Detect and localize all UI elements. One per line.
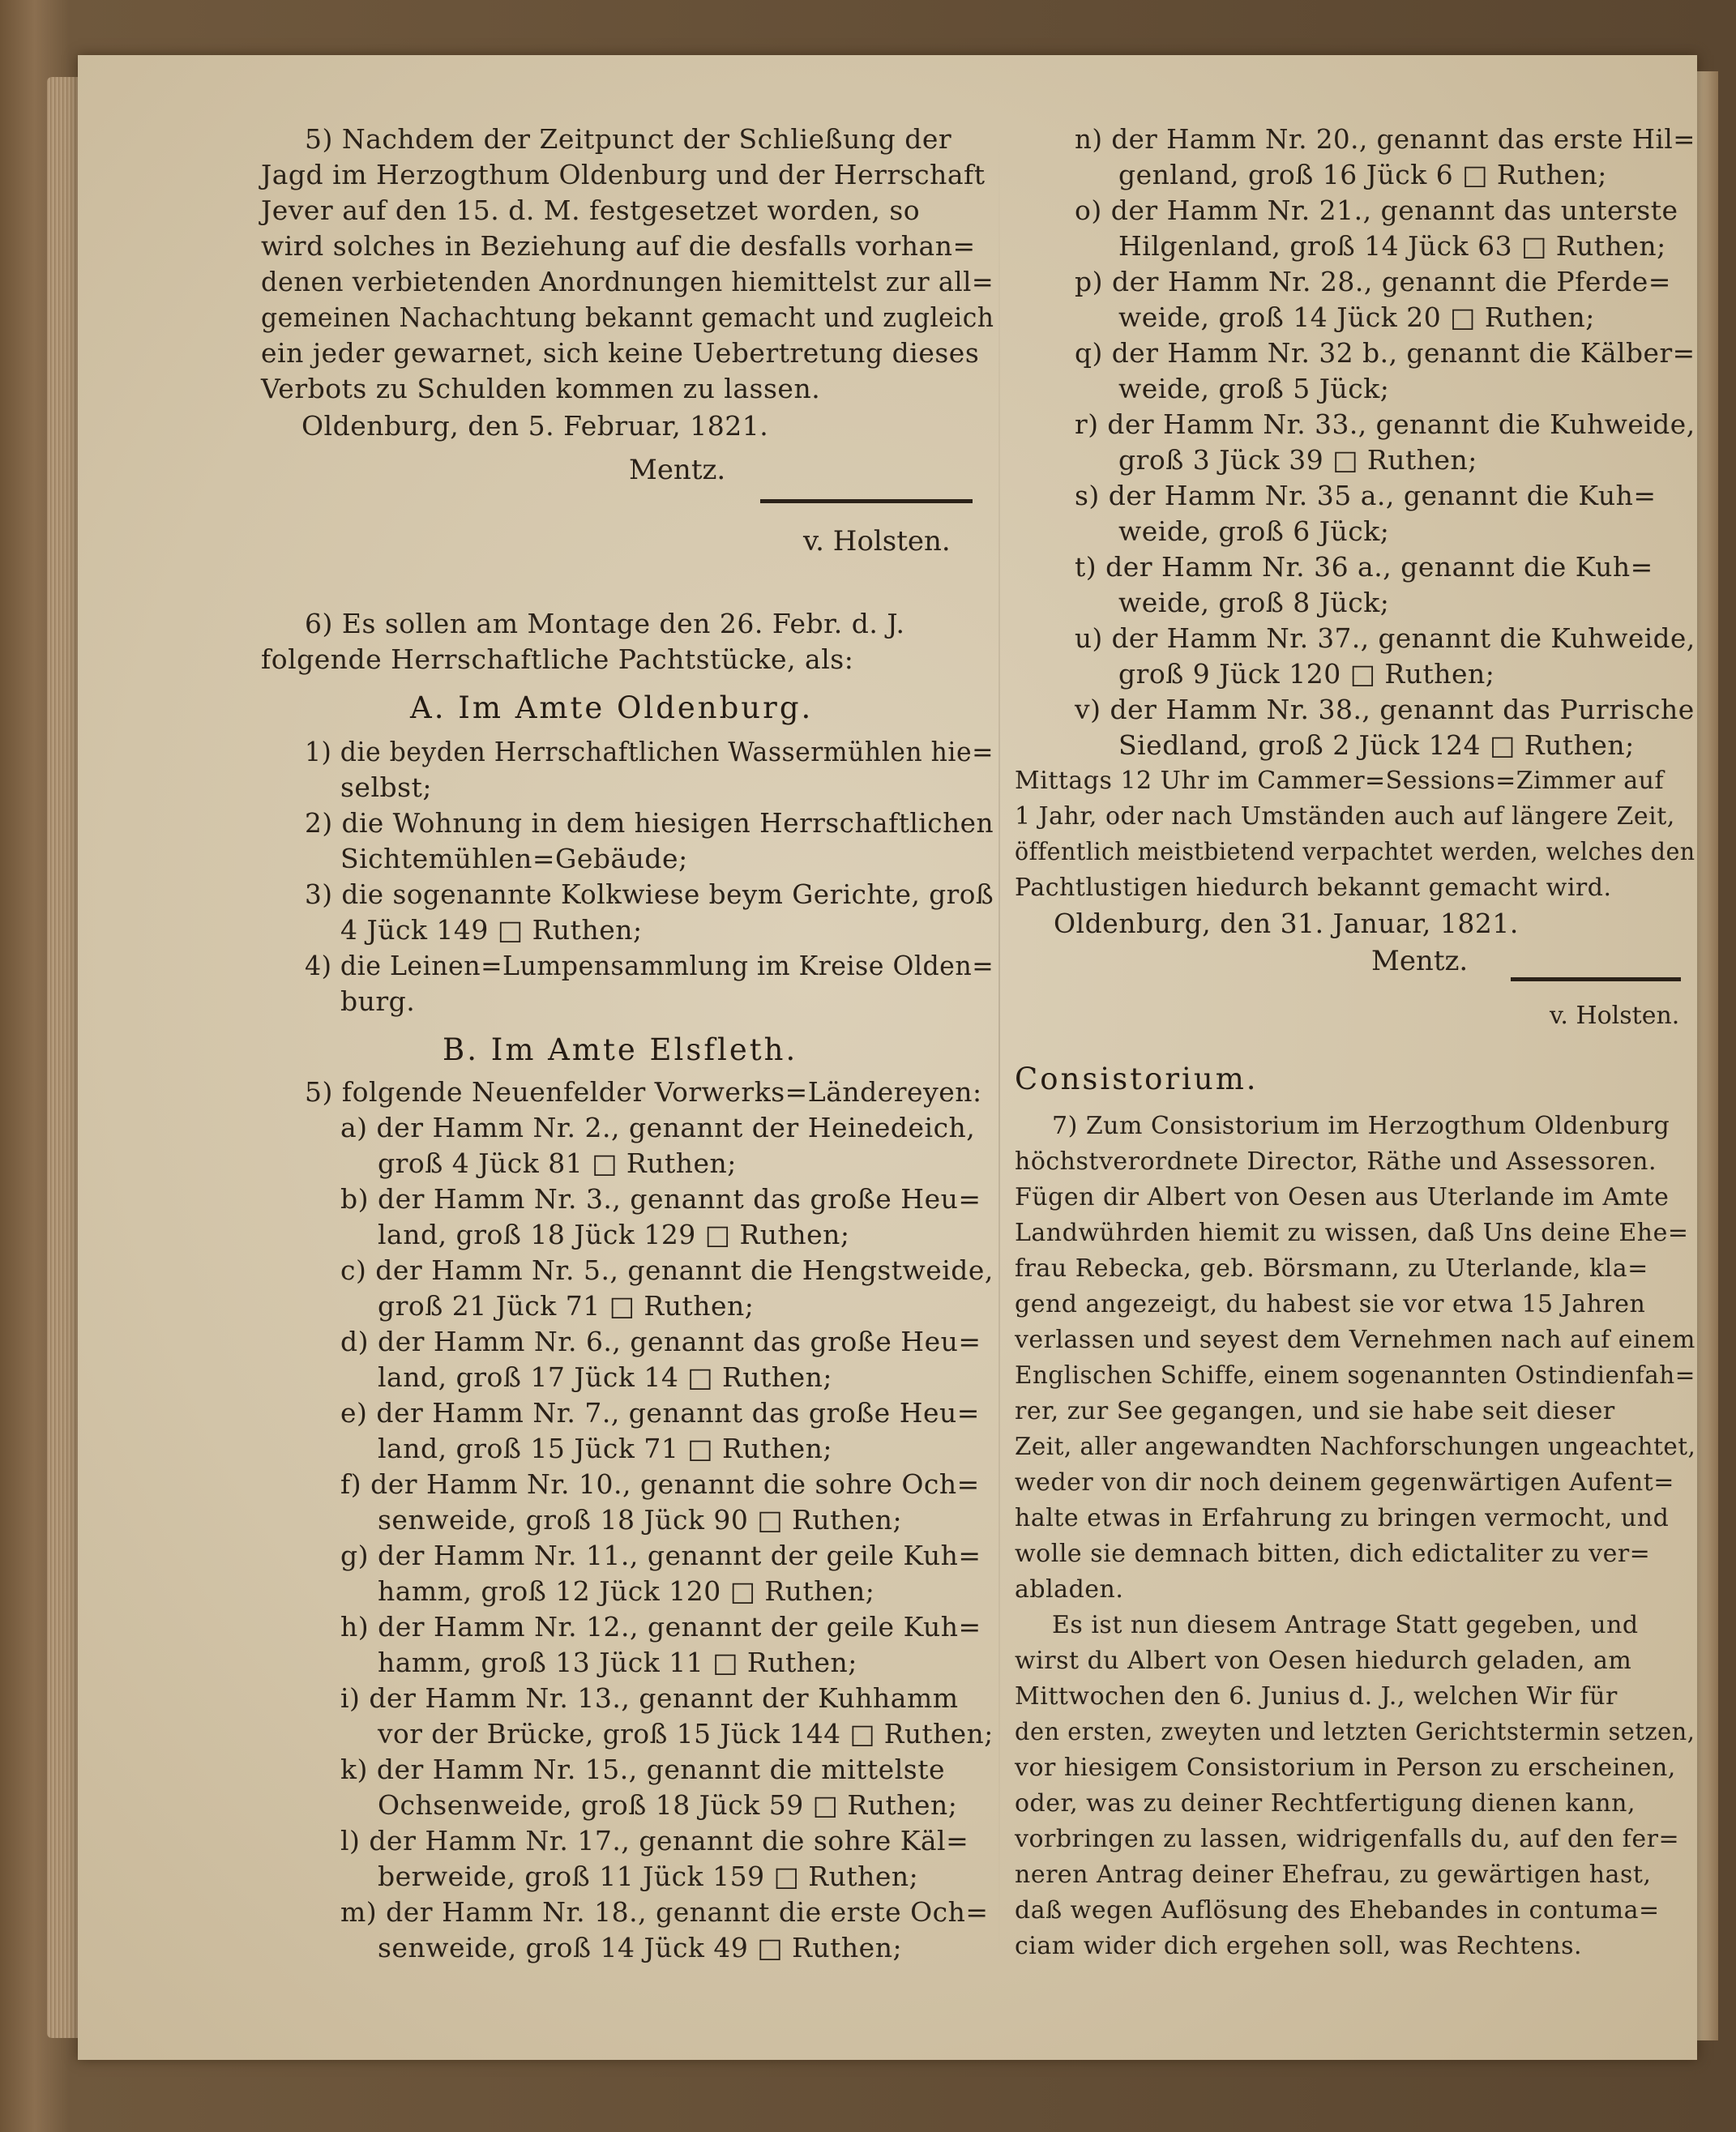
list-item: n) der Hamm Nr. 20., genannt das erste Hil= bbox=[1075, 123, 1695, 155]
text-line: wirst du Albert von Oesen hiedurch geladen, am bbox=[1015, 1647, 1632, 1675]
list-item: weide, groß 14 Jück 20 □ Ruthen; bbox=[1118, 301, 1595, 333]
list-item: q) der Hamm Nr. 32 b., genannt die Kälber= bbox=[1075, 337, 1695, 369]
text-line: Pachtlustigen hiedurch bekannt gemacht wird. bbox=[1015, 874, 1612, 902]
list-item: r) der Hamm Nr. 33., genannt die Kuhweide, bbox=[1075, 408, 1695, 440]
list-item: berweide, groß 11 Jück 159 □ Ruthen; bbox=[378, 1861, 919, 1892]
list-item: land, groß 17 Jück 14 □ Ruthen; bbox=[378, 1361, 832, 1393]
list-item: vor der Brücke, groß 15 Jück 144 □ Ruthen; bbox=[378, 1718, 994, 1750]
list-item: k) der Hamm Nr. 15., genannt die mittelste bbox=[340, 1754, 945, 1785]
list-item: o) der Hamm Nr. 21., genannt das unterste bbox=[1075, 194, 1678, 226]
text-line: denen verbietenden Anordnungen hiemittelst zur all= bbox=[261, 266, 994, 297]
subheading-amt-elsfleth: B. Im Amte Elsfleth. bbox=[443, 1032, 798, 1067]
section-heading-consistorium: Consistorium. bbox=[1015, 1062, 1259, 1096]
signature: v. Holsten. bbox=[803, 525, 951, 558]
list-item: 2) die Wohnung in dem hiesigen Herrschaftlichen bbox=[305, 807, 994, 839]
list-item: e) der Hamm Nr. 7., genannt das große Heu= bbox=[340, 1397, 980, 1429]
list-item: groß 9 Jück 120 □ Ruthen; bbox=[1118, 658, 1495, 690]
list-item: hamm, groß 12 Jück 120 □ Ruthen; bbox=[378, 1575, 875, 1607]
text-line: wolle sie demnach bitten, dich edictaliter zu ver= bbox=[1015, 1540, 1651, 1568]
list-item: 4) die Leinen=Lumpensammlung im Kreise Olden= bbox=[305, 950, 994, 981]
signature: Mentz. bbox=[1371, 945, 1469, 977]
text-line: oder, was zu deiner Rechtfertigung dienen kann, bbox=[1015, 1789, 1636, 1818]
list-item: Siedland, groß 2 Jück 124 □ Ruthen; bbox=[1118, 729, 1635, 761]
text-line: Es ist nun diesem Antrage Statt gegeben, und bbox=[1052, 1611, 1639, 1639]
list-item: Hilgenland, groß 14 Jück 63 □ Ruthen; bbox=[1118, 230, 1666, 262]
text-line: weder von dir noch deinem gegenwärtigen Aufent= bbox=[1015, 1468, 1674, 1497]
text-line: frau Rebecka, geb. Börsmann, zu Uterlande, kla= bbox=[1015, 1254, 1648, 1283]
signature: Mentz. bbox=[629, 454, 726, 486]
list-item: b) der Hamm Nr. 3., genannt das große Heu= bbox=[340, 1183, 981, 1215]
list-item: weide, groß 8 Jück; bbox=[1118, 587, 1390, 618]
list-item: l) der Hamm Nr. 17., genannt die sohre Käl= bbox=[340, 1825, 969, 1856]
text-line: Mittwochen den 6. Junius d. J., welchen Wir für bbox=[1015, 1682, 1618, 1711]
text-line: neren Antrag deiner Ehefrau, zu gewärtigen hast, bbox=[1015, 1861, 1652, 1889]
text-line: ein jeder gewarnet, sich keine Uebertretung dieses bbox=[261, 337, 980, 369]
signature: v. Holsten. bbox=[1550, 1002, 1680, 1030]
list-item: m) der Hamm Nr. 18., genannt die erste Och= bbox=[340, 1896, 989, 1928]
text-line: 1 Jahr, oder nach Umständen auch auf längere Zeit, bbox=[1015, 802, 1675, 831]
list-item: 3) die sogenannte Kolkwiese beym Gerichte, groß bbox=[305, 878, 994, 910]
list-item: weide, groß 6 Jück; bbox=[1118, 515, 1390, 547]
text-line: Jagd im Herzogthum Oldenburg und der Herrschaft bbox=[261, 159, 986, 190]
dateline: Oldenburg, den 5. Februar, 1821. bbox=[301, 410, 769, 442]
text-line: Zeit, aller angewandten Nachforschungen ungeachtet, bbox=[1015, 1433, 1696, 1461]
list-item: Sichtemühlen=Gebäude; bbox=[340, 843, 688, 874]
list-item: land, groß 18 Jück 129 □ Ruthen; bbox=[378, 1219, 850, 1250]
list-item: p) der Hamm Nr. 28., genannt die Pferde= bbox=[1075, 266, 1671, 297]
list-item: d) der Hamm Nr. 6., genannt das große Heu= bbox=[340, 1326, 981, 1357]
text-line: rer, zur See gegangen, und sie habe seit dieser bbox=[1015, 1397, 1615, 1425]
text-line: vorbringen zu lassen, widrigenfalls du, auf den fer= bbox=[1015, 1825, 1680, 1853]
separator-rule bbox=[760, 499, 973, 503]
list-item: land, groß 15 Jück 71 □ Ruthen; bbox=[378, 1433, 832, 1464]
list-item: v) der Hamm Nr. 38., genannt das Purrische bbox=[1075, 694, 1695, 725]
list-item: 1) die beyden Herrschaftlichen Wassermühlen hie= bbox=[305, 736, 994, 767]
list-item: groß 3 Jück 39 □ Ruthen; bbox=[1118, 444, 1477, 476]
list-item: a) der Hamm Nr. 2., genannt der Heinedeich, bbox=[340, 1112, 976, 1143]
text-line: 7) Zum Consistorium im Herzogthum Oldenburg bbox=[1052, 1112, 1670, 1140]
list-item: c) der Hamm Nr. 5., genannt die Hengstweide, bbox=[340, 1254, 994, 1286]
column-gutter bbox=[998, 122, 1000, 1969]
list-item: burg. bbox=[340, 985, 416, 1017]
list-item: groß 21 Jück 71 □ Ruthen; bbox=[378, 1290, 755, 1322]
list-item: groß 4 Jück 81 □ Ruthen; bbox=[378, 1147, 737, 1179]
list-item: i) der Hamm Nr. 13., genannt der Kuhhamm bbox=[340, 1682, 959, 1714]
text-line: 6) Es sollen am Montage den 26. Febr. d. J. bbox=[305, 608, 905, 639]
text-line: Fügen dir Albert von Oesen aus Uterlande im Amte bbox=[1015, 1183, 1670, 1211]
text-line: den ersten, zweyten und letzten Gerichtstermin setzen, bbox=[1015, 1718, 1695, 1746]
text-line: Landwührden hiemit zu wissen, daß Uns deine Ehe= bbox=[1015, 1219, 1689, 1247]
list-item: g) der Hamm Nr. 11., genannt der geile Kuh= bbox=[340, 1540, 981, 1571]
list-item: hamm, groß 13 Jück 11 □ Ruthen; bbox=[378, 1647, 857, 1678]
text-line: höchstverordnete Director, Räthe und Assessoren. bbox=[1015, 1147, 1657, 1176]
list-item: weide, groß 5 Jück; bbox=[1118, 373, 1390, 404]
text-line: Jever auf den 15. d. M. festgesetzet worden, so bbox=[261, 194, 921, 226]
text-line: ciam wider dich ergehen soll, was Rechtens. bbox=[1015, 1932, 1583, 1960]
list-item: 5) folgende Neuenfelder Vorwerks=Ländereyen: bbox=[305, 1076, 982, 1108]
text-line: Englischen Schiffe, einem sogenannten Ostindienfah= bbox=[1015, 1361, 1695, 1390]
text-line: vor hiesigem Consistorium in Person zu erscheinen, bbox=[1015, 1754, 1676, 1782]
text-line: daß wegen Auflösung des Ehebandes in contuma= bbox=[1015, 1896, 1660, 1925]
page-right-edge bbox=[1697, 71, 1718, 2040]
text-line: folgende Herrschaftliche Pachtstücke, als: bbox=[261, 643, 854, 675]
list-item: senweide, groß 14 Jück 49 □ Ruthen; bbox=[378, 1932, 903, 1963]
list-item: u) der Hamm Nr. 37., genannt die Kuhweide, bbox=[1075, 622, 1695, 654]
list-item: h) der Hamm Nr. 12., genannt der geile Kuh= bbox=[340, 1611, 981, 1643]
list-item: 4 Jück 149 □ Ruthen; bbox=[340, 914, 643, 946]
text-line: abladen. bbox=[1015, 1575, 1124, 1604]
subheading-amt-oldenburg: A. Im Amte Oldenburg. bbox=[410, 690, 814, 725]
list-item: s) der Hamm Nr. 35 a., genannt die Kuh= bbox=[1075, 480, 1657, 511]
text-line: gend angezeigt, du habest sie vor etwa 15 Jahren bbox=[1015, 1290, 1646, 1318]
text-line: 5) Nachdem der Zeitpunct der Schließung der bbox=[305, 123, 952, 155]
dateline: Oldenburg, den 31. Januar, 1821. bbox=[1054, 908, 1519, 939]
text-line: gemeinen Nachachtung bekannt gemacht und zugleich bbox=[261, 301, 994, 333]
list-item: f) der Hamm Nr. 10., genannt die sohre Och= bbox=[340, 1468, 980, 1500]
list-item: Ochsenweide, groß 18 Jück 59 □ Ruthen; bbox=[378, 1789, 958, 1821]
list-item: genland, groß 16 Jück 6 □ Ruthen; bbox=[1118, 159, 1607, 190]
separator-rule bbox=[1511, 977, 1681, 981]
text-line: Verbots zu Schulden kommen zu lassen. bbox=[261, 373, 821, 404]
text-line: Mittags 12 Uhr im Cammer=Sessions=Zimmer auf bbox=[1015, 767, 1665, 795]
text-line: wird solches in Beziehung auf die desfalls vorhan= bbox=[261, 230, 976, 262]
list-item: t) der Hamm Nr. 36 a., genannt die Kuh= bbox=[1075, 551, 1653, 583]
list-item: selbst; bbox=[340, 771, 432, 803]
text-line: halte etwas in Erfahrung zu bringen vermocht, und bbox=[1015, 1504, 1670, 1532]
text-line: öffentlich meistbietend verpachtet werden, welches den bbox=[1015, 838, 1695, 866]
list-item: senweide, groß 18 Jück 90 □ Ruthen; bbox=[378, 1504, 903, 1536]
text-line: verlassen und seyest dem Vernehmen nach auf einem bbox=[1015, 1326, 1695, 1354]
